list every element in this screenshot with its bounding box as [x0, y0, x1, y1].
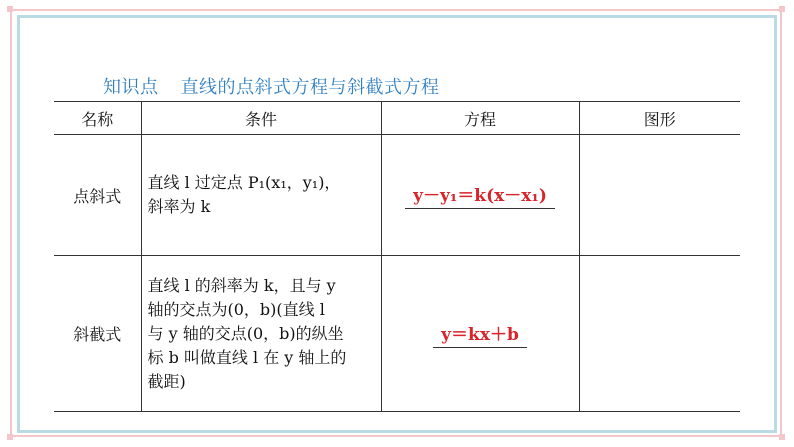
- frame-corner: [779, 434, 785, 440]
- equation-answer: y－y₁＝k(x－x₁): [405, 181, 555, 209]
- condition-line: 截距): [147, 371, 186, 391]
- table-row: [54, 256, 740, 412]
- section-title-prefix: 知识点: [103, 77, 159, 98]
- section-title: [103, 73, 440, 99]
- header-equation: 方程: [381, 102, 579, 135]
- frame-corner: [7, 6, 13, 12]
- row-figure-cell: [579, 135, 740, 256]
- knowledge-table: [54, 101, 740, 412]
- condition-line: 斜率为 k: [147, 197, 211, 216]
- equation-answer: y＝kx＋b: [433, 320, 527, 348]
- row-equation-cell: [381, 135, 579, 256]
- condition-line: 轴的交点为(0，b)(直线 l: [147, 299, 325, 319]
- row-name: 斜截式: [54, 256, 141, 412]
- table-header-row: [54, 102, 740, 135]
- row-equation-cell: [381, 256, 579, 412]
- section-title-text: 直线的点斜式方程与斜截式方程: [180, 77, 440, 98]
- row-figure-cell: [579, 256, 740, 412]
- frame-corner: [779, 6, 785, 12]
- row-condition: [141, 135, 381, 256]
- row-condition: [141, 256, 381, 412]
- frame-corner: [7, 434, 13, 440]
- header-name: 名称: [54, 102, 141, 135]
- table-row: [54, 135, 740, 256]
- row-name: 点斜式: [54, 135, 141, 256]
- condition-line: 直线 l 过定点 P₁(x₁，y₁)，: [147, 173, 341, 192]
- condition-line: 直线 l 的斜率为 k，且与 y: [147, 275, 336, 295]
- condition-line: 标 b 叫做直线 l 在 y 轴上的: [147, 347, 347, 367]
- header-figure: 图形: [579, 102, 740, 135]
- condition-line: 与 y 轴的交点(0，b)的纵坐: [147, 323, 344, 343]
- header-condition: 条件: [141, 102, 381, 135]
